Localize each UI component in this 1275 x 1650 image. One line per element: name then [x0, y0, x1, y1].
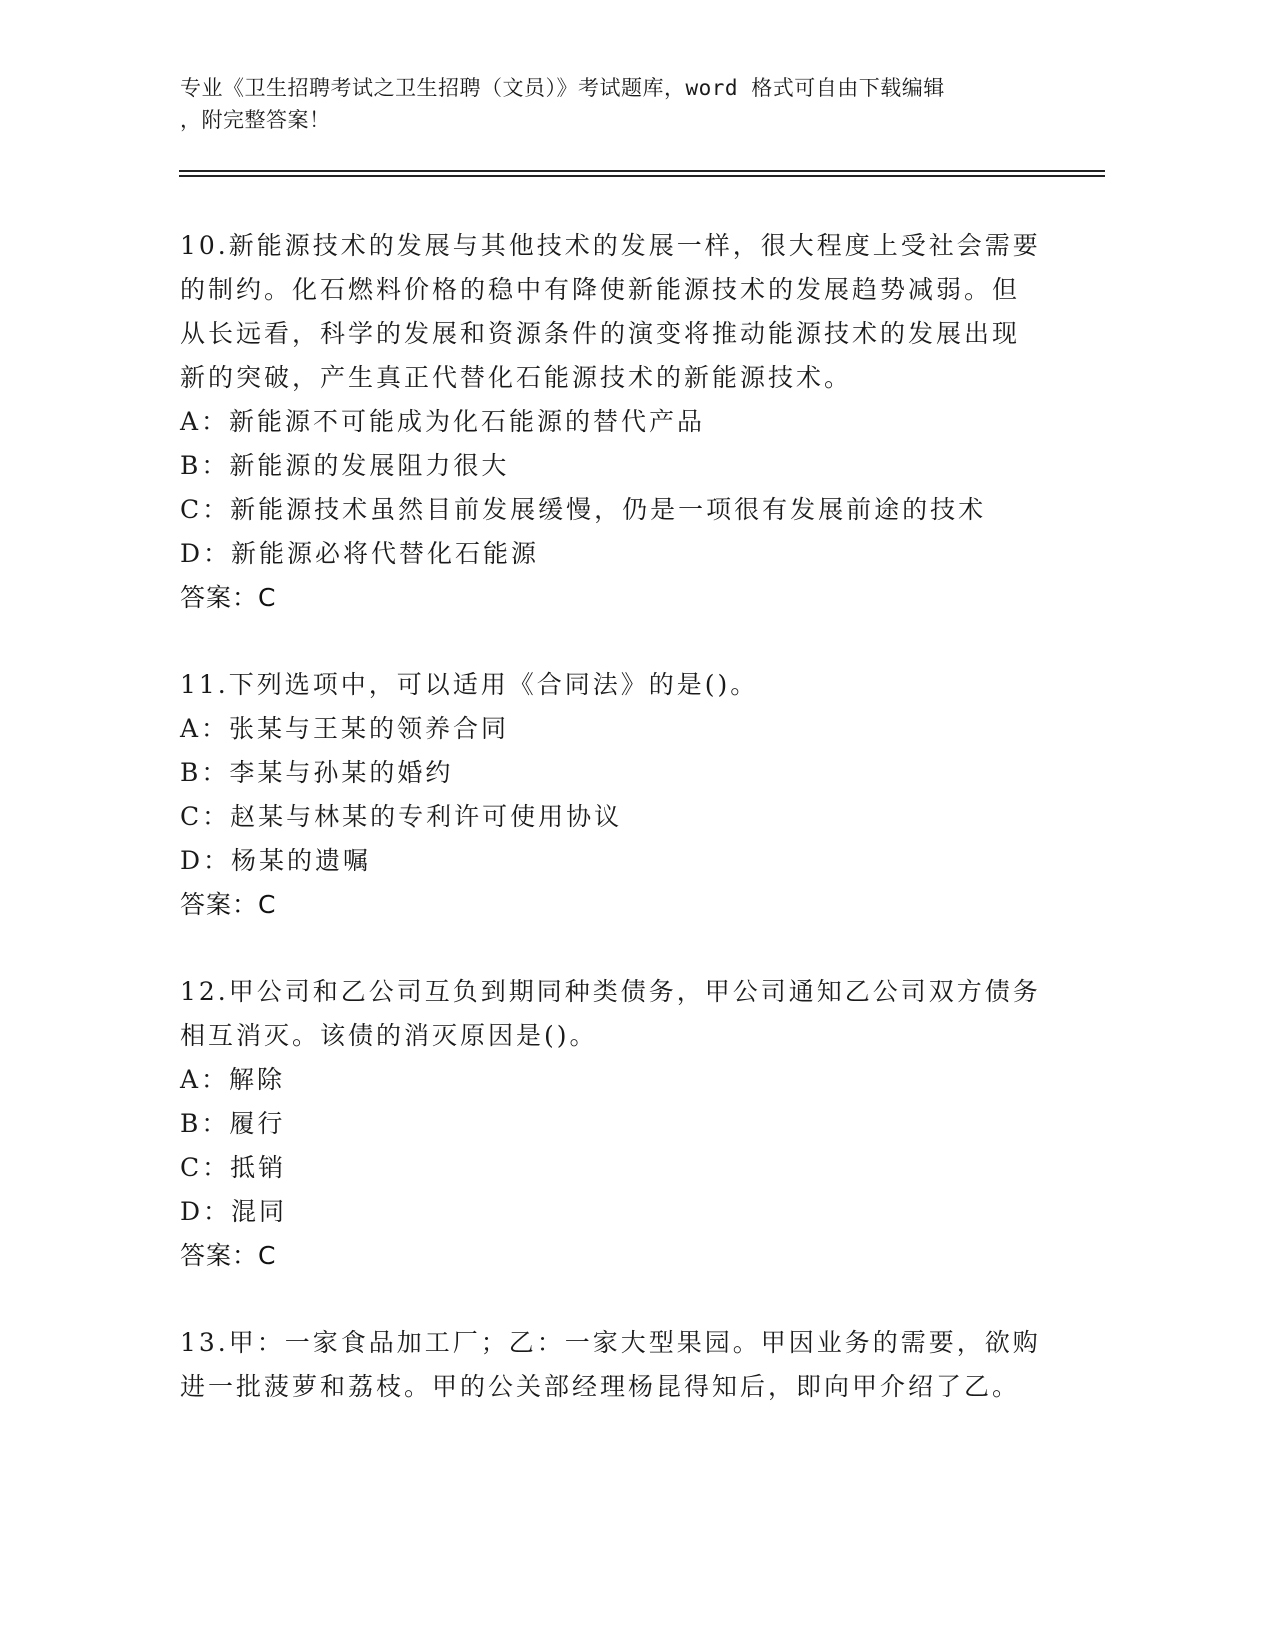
question-text: 新的突破，产生真正代替化石能源技术的新能源技术。 [180, 363, 853, 392]
option-d: D：杨某的遗嘱 [180, 846, 372, 875]
option-b: B：新能源的发展阻力很大 [180, 451, 510, 480]
option-c: C：赵某与林某的专利许可使用协议 [180, 802, 623, 831]
question-text: 相互消灭。该债的消灭原因是()。 [180, 1021, 598, 1050]
option-d: D：混同 [180, 1197, 288, 1226]
question-text: 进一批菠萝和荔枝。甲的公关部经理杨昆得知后，即向甲介绍了乙。 [180, 1372, 1021, 1401]
question-list [180, 224, 1060, 1409]
header-divider [179, 175, 1105, 177]
question-text: 11.下列选项中，可以适用《合同法》的是()。 [180, 670, 759, 699]
question-block [180, 1321, 1060, 1409]
spacer [180, 927, 1060, 970]
question-block [180, 663, 1060, 927]
option-c: C：新能源技术虽然目前发展缓慢，仍是一项很有发展前途的技术 [180, 495, 987, 524]
document-header [180, 72, 1080, 136]
option-a: A：张某与王某的领养合同 [180, 714, 510, 743]
question-text: 从长远看，科学的发展和资源条件的演变将推动能源技术的发展出现 [180, 319, 1021, 348]
answer-text: 答案：C [180, 1241, 277, 1270]
question-text: 12.甲公司和乙公司互负到期同种类债务，甲公司通知乙公司双方债务 [180, 977, 1041, 1006]
header-line: ，附完整答案！ [180, 108, 331, 132]
question-text: 10.新能源技术的发展与其他技术的发展一样，很大程度上受社会需要 [180, 231, 1041, 260]
header-line: 专业《卫生招聘考试之卫生招聘（文员）》考试题库，word 格式可自由下载编辑 [180, 76, 945, 100]
option-a: A：新能源不可能成为化石能源的替代产品 [180, 407, 706, 436]
option-a: A：解除 [180, 1065, 286, 1094]
question-block [180, 224, 1060, 620]
option-c: C：抵销 [180, 1153, 287, 1182]
header-divider [179, 170, 1105, 172]
option-b: B：履行 [180, 1109, 286, 1138]
answer-text: 答案：C [180, 583, 277, 612]
question-text: 的制约。化石燃料价格的稳中有降使新能源技术的发展趋势减弱。但 [180, 275, 1021, 304]
spacer [180, 1278, 1060, 1321]
question-block [180, 970, 1060, 1278]
question-text: 13.甲：一家食品加工厂；乙：一家大型果园。甲因业务的需要，欲购 [180, 1328, 1041, 1357]
option-d: D：新能源必将代替化石能源 [180, 539, 540, 568]
spacer [180, 620, 1060, 663]
option-b: B：李某与孙某的婚约 [180, 758, 454, 787]
answer-text: 答案：C [180, 890, 277, 919]
